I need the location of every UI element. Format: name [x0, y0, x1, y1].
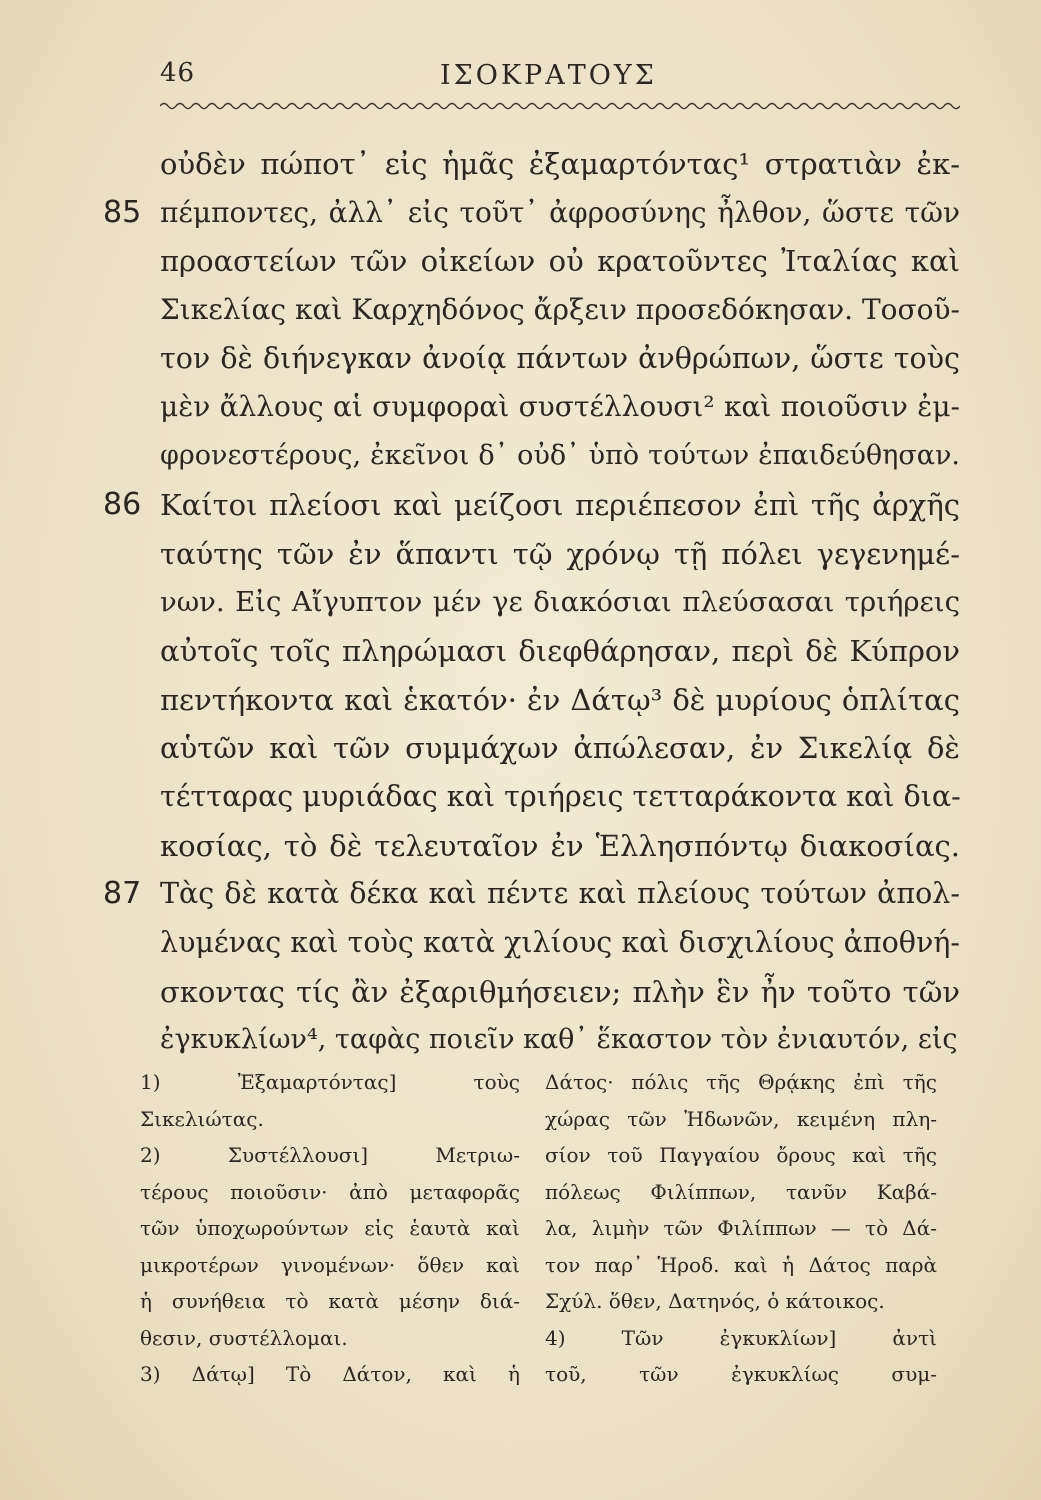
footnote-line: 3) Δάτῳ] Τὸ Δάτον, καὶ ἡ: [140, 1362, 520, 1386]
footnotes-left-column: [140, 1064, 520, 1393]
text-line: [160, 578, 960, 627]
text-line-content: ταύτης τῶν ἐν ἅπαντι τῷ χρόνῳ τῇ πόλει γεγενημέ-: [160, 536, 960, 571]
footnote-line: σίον τοῦ Παγγαίου ὄρους καὶ τῆς: [545, 1143, 937, 1167]
section-number: 86: [103, 486, 142, 522]
text-line-content: κοσίας, τὸ δὲ τελευταῖον ἐν Ἑλλησπόντῳ διακοσίας.: [160, 828, 960, 863]
footnote-line: τοῦ, τῶν ἐγκυκλίως συμ-: [545, 1362, 937, 1386]
text-line-content: νων. Εἰς Αἴγυπτον μέν γε διακόσιαι πλεύσασαι τριήρεις: [160, 586, 960, 619]
wavy-header-rule: [160, 98, 960, 114]
text-line-content: μὲν ἄλλους αἱ συμφοραὶ συστέλλουσι² καὶ ποιοῦσιν ἐμ-: [160, 390, 960, 424]
text-line: [160, 140, 960, 189]
text-line: [160, 724, 960, 773]
text-line: [160, 1016, 960, 1065]
text-line-content: αὐτοῖς τοῖς πληρώμασι διεφθάρησαν, περὶ δὲ Κύπρον: [160, 633, 960, 668]
footnote-line: πόλεως Φιλίππων, τανῦν Καβά-: [545, 1179, 937, 1204]
footnote-line: τον παρ᾽ Ἡροδ. καὶ ἡ Δάτος παρὰ: [545, 1252, 937, 1277]
footnote-line: τῶν ὑποχωρούντων εἰς ἑαυτὰ καὶ: [140, 1216, 520, 1240]
text-line-content: τέτταρας μυριάδας καὶ τριήρεις τετταράκοντα καὶ δια-: [160, 779, 961, 813]
text-line: [160, 627, 960, 676]
text-line-content: αὑτῶν καὶ τῶν συμμάχων ἀπώλεσαν, ἐν Σικελίᾳ δὲ: [160, 731, 960, 766]
footnote-line: 1) Ἐξαμαρτόντας] τοὺς: [140, 1070, 520, 1094]
text-line: [103, 189, 960, 238]
text-line: [160, 335, 960, 384]
text-line-content: οὐδὲν πώποτ᾽ εἰς ἡμᾶς ἐξαμαρτόντας¹ στρατιὰν ἐκ-: [160, 147, 960, 181]
footnote-line: 4) Τῶν ἐγκυκλίων] ἀντὶ: [545, 1325, 937, 1350]
text-line-content: πέμποντες, ἀλλ᾽ εἰς τοῦτ᾽ ἀφροσύνης ἦλθον, ὥστε τῶν: [160, 195, 960, 229]
text-line-content: λυμένας καὶ τοὺς κατὰ χιλίους καὶ δισχιλίους ἀποθνή-: [160, 926, 960, 959]
text-line: [160, 919, 960, 968]
footnote-line: θεσιν, συστέλλομαι.: [140, 1325, 348, 1350]
text-line-content: προαστείων τῶν οἰκείων οὐ κρατοῦντες Ἰταλίας καὶ: [160, 244, 960, 279]
text-line-content: Σικελίας καὶ Καρχηδόνος ἄρξειν προσεδόκησαν. Τοσοῦ-: [160, 293, 960, 327]
text-line-content: ἐγκυκλίων⁴, ταφὰς ποιεῖν καθ᾽ ἕκαστον τὸν ἐνιαυτόν, εἰς: [160, 1024, 958, 1056]
footnote-line: μικροτέρων γινομένων· ὅθεν καὶ: [140, 1252, 520, 1277]
text-line-content: Καίτοι πλείοσι καὶ μείζοσι περιέπεσον ἐπὶ τῆς ἀρχῆς: [160, 487, 960, 522]
text-line-content: φρονεστέρους, ἐκεῖνοι δ᾽ οὐδ᾽ ὑπὸ τούτων ἐπαιδεύθησαν.: [160, 440, 960, 472]
section-number: 85: [103, 194, 142, 230]
main-text: [103, 140, 961, 1065]
footnote-line: Σικελιώτας.: [140, 1106, 264, 1131]
text-line: [160, 968, 960, 1017]
text-line: [160, 432, 960, 481]
footnote-line: λα, λιμὴν τῶν Φιλίππων — τὸ Δά-: [545, 1216, 937, 1240]
footnotes-right-column: [545, 1064, 937, 1393]
page-number: 46: [160, 58, 196, 88]
running-title: ΙΣΟΚΡΑΤΟΥΣ: [440, 60, 657, 91]
text-line: [103, 481, 960, 530]
footnote-line: τέρους ποιοῦσιν· ἀπὸ μεταφορᾶς: [140, 1179, 520, 1204]
footnote-line: Δάτος· πόλις τῆς Θρᾴκης ἐπὶ τῆς: [545, 1070, 937, 1094]
footnote-line: Σχύλ. ὅθεν, Δατηνός, ὁ κάτοικος.: [545, 1289, 885, 1313]
text-line: [160, 383, 960, 432]
text-line: [160, 676, 960, 725]
section-number: 87: [103, 876, 142, 912]
text-line: [160, 286, 960, 335]
text-line-content: σκοντας τίς ἂν ἐξαριθμήσειεν; πλὴν ἓν ἦν τοῦτο τῶν: [160, 974, 960, 1009]
footnote-line: 2) Συστέλλουσι] Μετριω-: [140, 1143, 520, 1167]
text-line: [160, 237, 960, 286]
text-line-content: τον δὲ διήνεγκαν ἀνοίᾳ πάντων ἀνθρώπων, ὥστε τοὺς: [160, 341, 960, 375]
footnote-line: ἡ συνήθεια τὸ κατὰ μέσην διά-: [140, 1289, 520, 1313]
footnote-line: χώρας τῶν Ἠδωνῶν, κειμένη πλη-: [545, 1106, 937, 1131]
text-line: [160, 773, 960, 822]
text-line: [103, 870, 960, 919]
text-line: [160, 530, 960, 579]
text-line-content: πεντήκοντα καὶ ἑκατόν· ἐν Δάτῳ³ δὲ μυρίους ὁπλίτας: [160, 682, 960, 717]
text-line: [160, 822, 960, 871]
text-line-content: Τὰς δὲ κατὰ δέκα καὶ πέντε καὶ πλείους τούτων ἀπολ-: [160, 877, 960, 911]
